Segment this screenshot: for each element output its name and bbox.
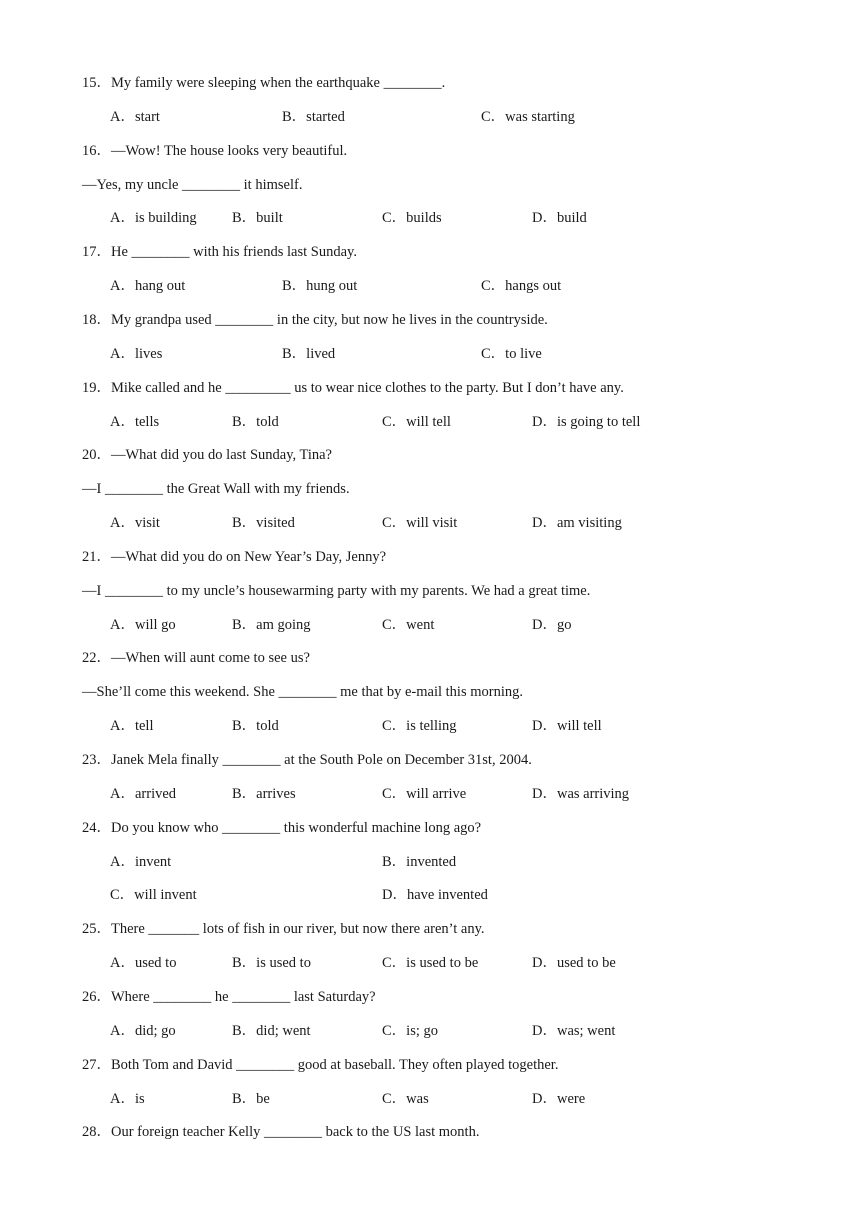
option-c: C．is telling xyxy=(382,718,457,735)
option-a: A．tells xyxy=(110,413,160,430)
question-stem: 24．Do you know who ________ this wonderful machine long ago? xyxy=(82,819,482,836)
question-stem: 15．My family were sleeping when the earthquake ________. xyxy=(82,75,446,91)
option-b: B．told xyxy=(232,718,279,735)
options-row xyxy=(110,413,810,431)
question-stem: 20．—What did you do last Sunday, Tina? xyxy=(82,447,332,464)
options-row xyxy=(110,616,810,634)
dialogue-line: —Yes, my uncle ________ it himself. xyxy=(82,176,303,193)
option-a: C．will invent xyxy=(110,887,197,904)
option-c: C．went xyxy=(382,616,435,633)
option-b: B．visited xyxy=(232,515,295,532)
option-d: D．build xyxy=(532,210,587,227)
option-a: A．is building xyxy=(110,210,197,227)
option-b: B．built xyxy=(232,210,283,227)
options-row xyxy=(110,886,810,904)
option-c: C．will visit xyxy=(382,515,458,532)
options-row xyxy=(110,209,810,227)
option-b: B．started xyxy=(282,108,345,125)
option-c: C．will tell xyxy=(382,413,451,430)
options-row xyxy=(110,345,810,363)
options-row xyxy=(110,853,810,871)
option-b: B．am going xyxy=(232,616,311,633)
question-stem: 16．—Wow! The house looks very beautiful. xyxy=(82,142,348,159)
option-a: A．lives xyxy=(110,345,163,362)
question-stem: 21．—What did you do on New Year’s Day, Jenny? xyxy=(82,548,387,565)
option-d: D．am visiting xyxy=(532,515,622,532)
option-a: A．invent xyxy=(110,853,172,870)
option-d: D．will tell xyxy=(532,718,602,735)
option-b: B．is used to xyxy=(232,955,311,972)
options-row xyxy=(110,108,810,126)
question-stem: 28．Our foreign teacher Kelly ________ back to the US last month. xyxy=(82,1124,480,1141)
option-b: B．invented xyxy=(382,853,457,870)
question-stem: 26．Where ________ he ________ last Saturday? xyxy=(82,988,376,1005)
option-b: B．be xyxy=(232,1090,270,1107)
question-stem: 25．There _______ lots of fish in our river, but now there aren’t any. xyxy=(82,921,485,938)
options-row xyxy=(110,1090,810,1108)
option-a: A．will go xyxy=(110,616,176,633)
options-row xyxy=(110,954,810,972)
option-a: A．used to xyxy=(110,955,177,972)
options-row xyxy=(110,717,810,735)
question-stem: 19．Mike called and he _________ us to wear nice clothes to the party. But I don’t have any. xyxy=(82,379,624,396)
option-a: A．did; go xyxy=(110,1022,176,1039)
option-d: D．is going to tell xyxy=(532,413,641,430)
option-a: A．arrived xyxy=(110,785,177,802)
dialogue-line: —She’ll come this weekend. She ________ me that by e-mail this morning. xyxy=(82,684,523,701)
options-row xyxy=(110,514,810,532)
options-row xyxy=(110,1022,810,1040)
option-c: C．is; go xyxy=(382,1022,438,1039)
options-row xyxy=(110,785,810,803)
dialogue-line: —I ________ to my uncle’s housewarming party with my parents. We had a great time. xyxy=(82,582,591,599)
option-d: D．go xyxy=(532,616,572,633)
option-b: B．arrives xyxy=(232,785,296,802)
option-c: C．builds xyxy=(382,210,442,227)
question-stem: 17．He ________ with his friends last Sunday. xyxy=(82,244,357,261)
option-c: C．was xyxy=(382,1090,429,1107)
question-stem: 22．—When will aunt come to see us? xyxy=(82,650,310,667)
option-d: D．was; went xyxy=(532,1022,616,1039)
option-a: A．is xyxy=(110,1090,145,1107)
option-d: D．used to be xyxy=(532,955,616,972)
option-d: D．was arriving xyxy=(532,785,630,802)
option-b: B．told xyxy=(232,413,279,430)
option-b: B．lived xyxy=(282,345,336,362)
option-a: A．hang out xyxy=(110,278,186,295)
option-b: B．hung out xyxy=(282,278,358,295)
question-stem: 27．Both Tom and David ________ good at baseball. They often played together. xyxy=(82,1056,559,1073)
options-row xyxy=(110,277,810,295)
option-c: C．is used to be xyxy=(382,955,479,972)
option-c: C．to live xyxy=(481,345,542,362)
option-b: B．did; went xyxy=(232,1022,311,1039)
option-b: D．have invented xyxy=(382,887,488,904)
option-a: A．start xyxy=(110,108,160,125)
dialogue-line: —I ________ the Great Wall with my friends. xyxy=(82,481,350,498)
option-c: C．will arrive xyxy=(382,785,467,802)
option-c: C．hangs out xyxy=(481,278,562,295)
option-d: D．were xyxy=(532,1090,586,1107)
option-c: C．was starting xyxy=(481,108,575,125)
option-a: A．visit xyxy=(110,515,160,532)
question-stem: 18．My grandpa used ________ in the city, but now he lives in the countryside. xyxy=(82,311,548,328)
question-stem: 23．Janek Mela finally ________ at the South Pole on December 31st, 2004. xyxy=(82,752,532,768)
option-a: A．tell xyxy=(110,718,154,735)
